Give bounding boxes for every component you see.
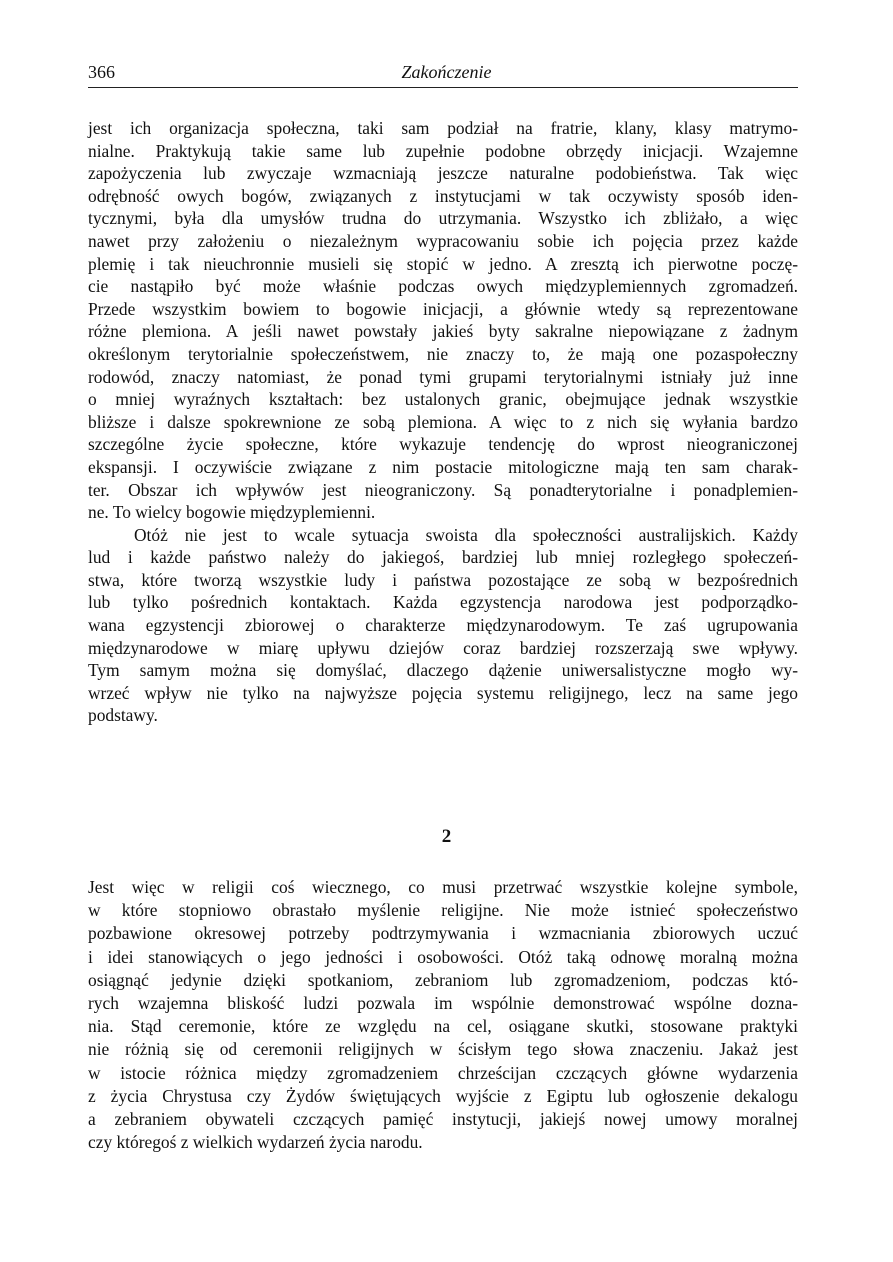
text-line: szczególne życie społeczne, które wykazuje tendencję do wprost nieograniczonej: [88, 434, 798, 455]
section-1-text: [88, 117, 798, 727]
text-line: wrzeć wpływ nie tylko na najwyższe pojęcia systemu religijnego, lecz na same jego: [88, 682, 798, 703]
text-line: ne. To wielcy bogowie międzyplemienni.: [88, 502, 376, 523]
text-line: w które stopniowo obrastało myślenie religijne. Nie może istnieć społeczeństwo: [88, 900, 798, 921]
text-line: i idei stanowiących o jego jedności i osobowości. Otóż taką odnowę moralną można: [88, 946, 798, 967]
text-line: nie różnią się od ceremonii religijnych w ścisłym tego słowa znaczeniu. Jakaż jest: [88, 1039, 798, 1060]
text-line: międzynarodowe w miarę upływu dziejów coraz bardziej rozszerzają swe wpływy.: [88, 637, 798, 658]
text-line: rodowód, znaczy natomiast, że ponad tymi grupami terytorialnymi istniały już inne: [88, 366, 798, 387]
header-rule: [88, 87, 798, 88]
page-number: 366: [88, 62, 115, 82]
text-line: czy któregoś z wielkich wydarzeń życia narodu.: [88, 1132, 423, 1153]
paragraph: [88, 876, 798, 1154]
text-line: pozbawione okresowej potrzeby podtrzymywania i wzmacniania zbiorowych uczuć: [88, 923, 798, 944]
section-2-text: [88, 876, 798, 1154]
text-line: podstawy.: [88, 705, 158, 726]
text-line: rych wzajemna bliskość ludzi pozwala im wspólnie demonstrować wspólne dozna-: [88, 992, 798, 1013]
text-line: różne plemiona. A jeśli nawet powstały jakieś byty sakralne niepowiązane z żadnym: [88, 321, 798, 342]
text-line: Tym samym można się domyślać, dlaczego dążenie uniwersalistyczne mogło wy-: [88, 660, 798, 681]
text-line: Otóż nie jest to wcale sytuacja swoista dla społeczności australijskich. Każdy: [134, 524, 798, 545]
text-line: tycznymi, była dla umysłów trudna do utrzymania. Wszystko ich zbliżało, a więc: [88, 208, 798, 229]
text-line: wana egzystencji zbiorowej o charakterze międzynarodowym. Te zaś ugrupowania: [88, 615, 798, 636]
section-number: 2: [441, 826, 452, 847]
text-line: jest ich organizacja społeczna, taki sam podział na fratrie, klany, klasy matrymo-: [88, 118, 798, 138]
text-line: Przede wszystkim bowiem to bogowie inicjacji, a głównie wtedy są reprezentowane: [88, 298, 798, 319]
text-line: o mniej wyraźnych kształtach: bez ustalonych granic, obejmujące jednak wszystkie: [88, 389, 798, 410]
paragraph: [88, 117, 798, 524]
text-line: lud i każde państwo należy do jakiegoś, bardziej lub mniej rozległego społeczeń-: [88, 547, 798, 568]
text-line: osiągnąć jedynie dzięki spotkaniom, zebraniom lub zgromadzeniom, podczas któ-: [88, 969, 798, 990]
text-line: stwa, które tworzą wszystkie ludy i państwa pozostające ze sobą w bezpośrednich: [88, 569, 798, 590]
text-line: określonym terytorialnie społeczeństwem, nie znaczy to, że mają one pozaspołeczny: [88, 343, 798, 364]
text-line: a zebraniem obywateli czczących pamięć instytucji, jakiejś nowej umowy moralnej: [88, 1108, 798, 1129]
text-line: ter. Obszar ich wpływów jest nieograniczony. Są ponadterytorialne i ponadplemien-: [88, 479, 798, 500]
text-line: nialne. Praktykują takie same lub zupełnie podobne obrzędy inicjacji. Wzajemne: [88, 140, 798, 161]
text-line: bliższe i dalsze spokrewnione ze sobą plemiona. A więc to z nich się wyłania bardzo: [88, 411, 798, 432]
text-line: cie nastąpiło być może właśnie podczas owych międzyplemiennych zgromadzeń.: [88, 276, 798, 297]
text-line: ekspansji. I oczywiście związane z nim postacie mitologiczne mają ten sam charak-: [88, 456, 798, 477]
text-line: nia. Stąd ceremonie, które ze względu na cel, osiągane skutki, stosowane praktyki: [88, 1016, 798, 1037]
text-line: Jest więc w religii coś wiecznego, co musi przetrwać wszystkie kolejne symbole,: [88, 877, 798, 897]
text-line: z życia Chrystusa czy Żydów świętujących wyjście z Egiptu lub ogłoszenie dekalogu: [88, 1085, 798, 1106]
paragraph: [88, 524, 798, 727]
running-title: Zakończenie: [401, 62, 492, 82]
text-line: odrębność owych bogów, związanych z instytucjami w tak oczywisty sposób iden-: [88, 185, 798, 206]
text-line: zapożyczenia lub zwyczaje wzmacniają jeszcze naturalne podobieństwa. Tak więc: [88, 163, 798, 184]
text-line: plemię i tak nieuchronnie musieli się stopić w jedno. A zresztą ich pierwotne poczę-: [88, 253, 798, 274]
text-line: w istocie różnica między zgromadzeniem chrześcijan czczących główne wydarzenia: [88, 1062, 798, 1083]
text-line: nawet przy założeniu o niezależnym wypracowaniu sobie ich pojęcia przez każde: [88, 230, 798, 251]
text-line: lub tylko pośrednich kontaktach. Każda egzystencja narodowa jest podporządko-: [88, 592, 798, 613]
